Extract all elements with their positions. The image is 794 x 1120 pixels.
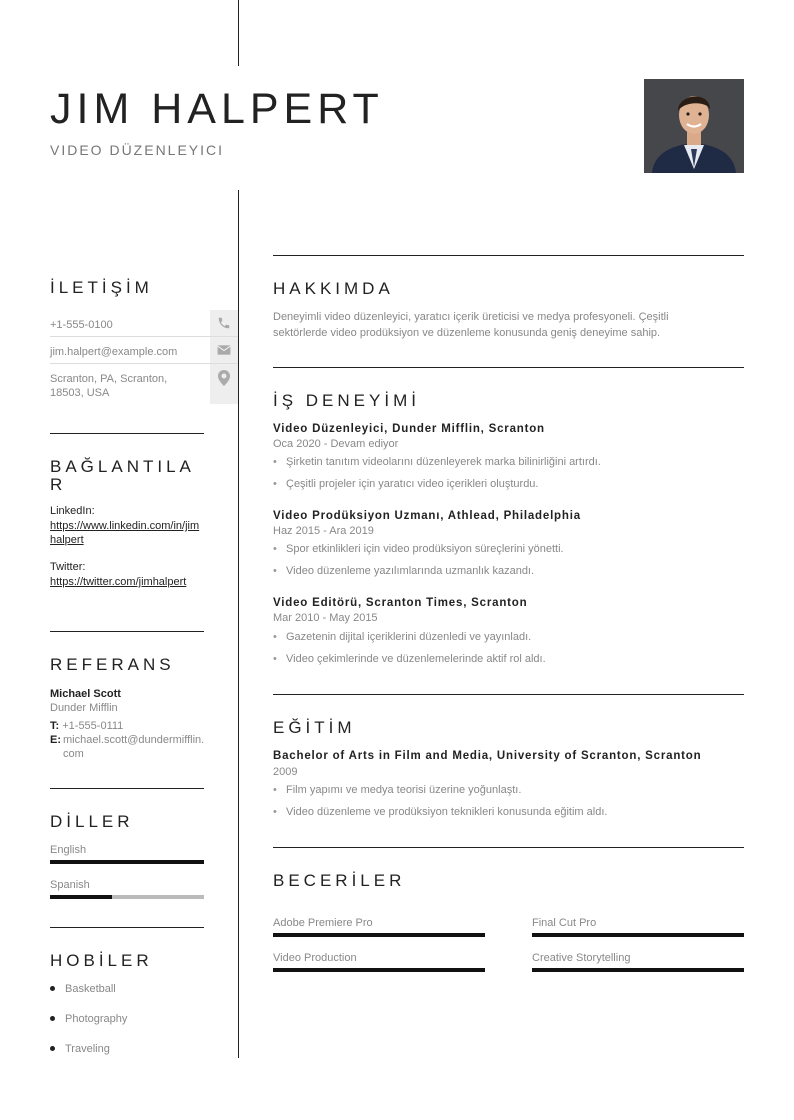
contact-email-row [50, 337, 238, 364]
skill-label: Final Cut Pro [532, 917, 597, 929]
profile-photo [644, 79, 744, 173]
reference-phone-label: T: [50, 719, 60, 732]
hobby-item: Photography [50, 1013, 127, 1025]
contact-heading: İLETİŞİM [50, 278, 153, 297]
contact-email[interactable]: jim.halpert@example.com [50, 346, 178, 358]
reference-name: Michael Scott [50, 688, 121, 700]
reference-block [50, 687, 210, 761]
job-title: Video Prodüksiyon Uzmanı, Athlead, Philadelphia [273, 510, 581, 522]
language-spanish-bar [50, 895, 204, 899]
language-english-bar [50, 860, 204, 864]
link-twitter [50, 561, 204, 589]
language-english-fill [50, 860, 204, 864]
skill-bar [532, 933, 744, 937]
job-bullet: • Çeşitli projeler için yaratıcı video içerikleri oluşturdu. [273, 478, 538, 490]
experience-separator [273, 367, 744, 368]
references-separator [50, 631, 204, 632]
job-date: Haz 2015 - Ara 2019 [273, 525, 374, 537]
divider-main [238, 190, 239, 1058]
job-title: Video Düzenleyici, Dunder Mifflin, Scranton [273, 423, 545, 435]
link-twitter-label: Twitter: [50, 561, 86, 573]
skill-bar [273, 933, 485, 937]
job-bullet: • Spor etkinlikleri için video prodüksiyon süreçlerini yönetti. [273, 543, 564, 555]
reference-phone-line [50, 719, 210, 733]
reference-email-line [50, 733, 210, 762]
education-separator [273, 694, 744, 695]
link-linkedin-label: LinkedIn: [50, 505, 95, 517]
links-heading: BAĞLANTILAR [50, 457, 195, 494]
contact-phone[interactable]: +1-555-0100 [50, 319, 113, 331]
link-twitter-url[interactable]: https://twitter.com/jimhalpert [50, 576, 187, 588]
education-heading: EĞİTİM [273, 718, 356, 737]
references-heading: REFERANS [50, 655, 175, 674]
skills-heading: BECERİLER [273, 871, 406, 890]
education-bullet: • Video düzenleme ve prodüksiyon teknikleri konusunda eğitim aldı. [273, 806, 607, 818]
job-bullet: • Gazetenin dijital içeriklerini düzenledi ve yayınladı. [273, 631, 531, 643]
about-separator [273, 255, 744, 256]
hobby-item: Basketball [50, 983, 116, 995]
links-separator [50, 433, 204, 434]
bullet-dot-icon [50, 1016, 55, 1021]
language-spanish-label: Spanish [50, 879, 90, 891]
job-title: Video Editörü, Scranton Times, Scranton [273, 597, 528, 609]
contact-phone-row [50, 310, 238, 337]
candidate-title: VIDEO DÜZENLEYICI [50, 142, 225, 158]
reference-email[interactable]: michael.scott@dundermifflin.com [63, 733, 205, 761]
portrait-image [644, 79, 744, 173]
hobby-item: Traveling [50, 1043, 110, 1055]
mail-icon [210, 337, 238, 363]
languages-heading: DİLLER [50, 812, 134, 831]
link-linkedin-url[interactable]: https://www.linkedin.com/in/jimhalpert [50, 520, 200, 547]
skill-label: Adobe Premiere Pro [273, 917, 373, 929]
reference-company: Dunder Mifflin [50, 702, 118, 715]
language-spanish-fill [50, 895, 112, 899]
skill-bar [532, 968, 744, 972]
hobbies-heading: HOBİLER [50, 951, 153, 970]
education-bullet: • Film yapımı ve medya teorisi üzerine yoğunlaştı. [273, 784, 521, 796]
contact-address: Scranton, PA, Scranton, 18503, USA [50, 373, 168, 400]
about-heading: HAKKIMDA [273, 279, 394, 298]
candidate-name: JIM HALPERT [50, 85, 384, 133]
phone-icon [210, 310, 238, 336]
language-english-label: English [50, 844, 87, 856]
job-bullet: • Şirketin tanıtım videolarını düzenleyerek marka bilinirliğini artırdı. [273, 456, 601, 468]
job-date: Oca 2020 - Devam ediyor [273, 438, 399, 450]
education-degree: Bachelor of Arts in Film and Media, University of Scranton, Scranton [273, 750, 702, 762]
experience-heading: İŞ DENEYİMİ [273, 391, 420, 410]
about-text: Deneyimli video düzenleyici, yaratıcı içerik üreticisi ve medya profesyoneli. Çeşitli sektörlerde video prodüksiyon ve düzenleme konusunda geniş deneyime sahip. [273, 311, 669, 339]
job-bullet: • Video çekimlerinde ve düzenlemelerinde aktif rol aldı. [273, 653, 546, 665]
divider-top [238, 0, 239, 66]
hobbies-separator [50, 927, 204, 928]
skill-label: Video Production [273, 952, 357, 964]
skill-bar [273, 968, 485, 972]
skills-separator [273, 847, 744, 848]
skill-label: Creative Storytelling [532, 952, 631, 964]
link-linkedin [50, 505, 204, 548]
reference-phone[interactable]: +1-555-0111 [62, 719, 124, 732]
location-icon [210, 364, 238, 404]
languages-separator [50, 788, 204, 789]
bullet-dot-icon [50, 986, 55, 991]
bullet-dot-icon [50, 1046, 55, 1051]
reference-email-label: E: [50, 733, 61, 746]
job-bullet: • Video düzenleme yazılımlarında uzmanlık kazandı. [273, 565, 534, 577]
contact-address-row [50, 364, 238, 404]
job-date: Mar 2010 - May 2015 [273, 612, 378, 624]
education-year: 2009 [273, 766, 298, 778]
